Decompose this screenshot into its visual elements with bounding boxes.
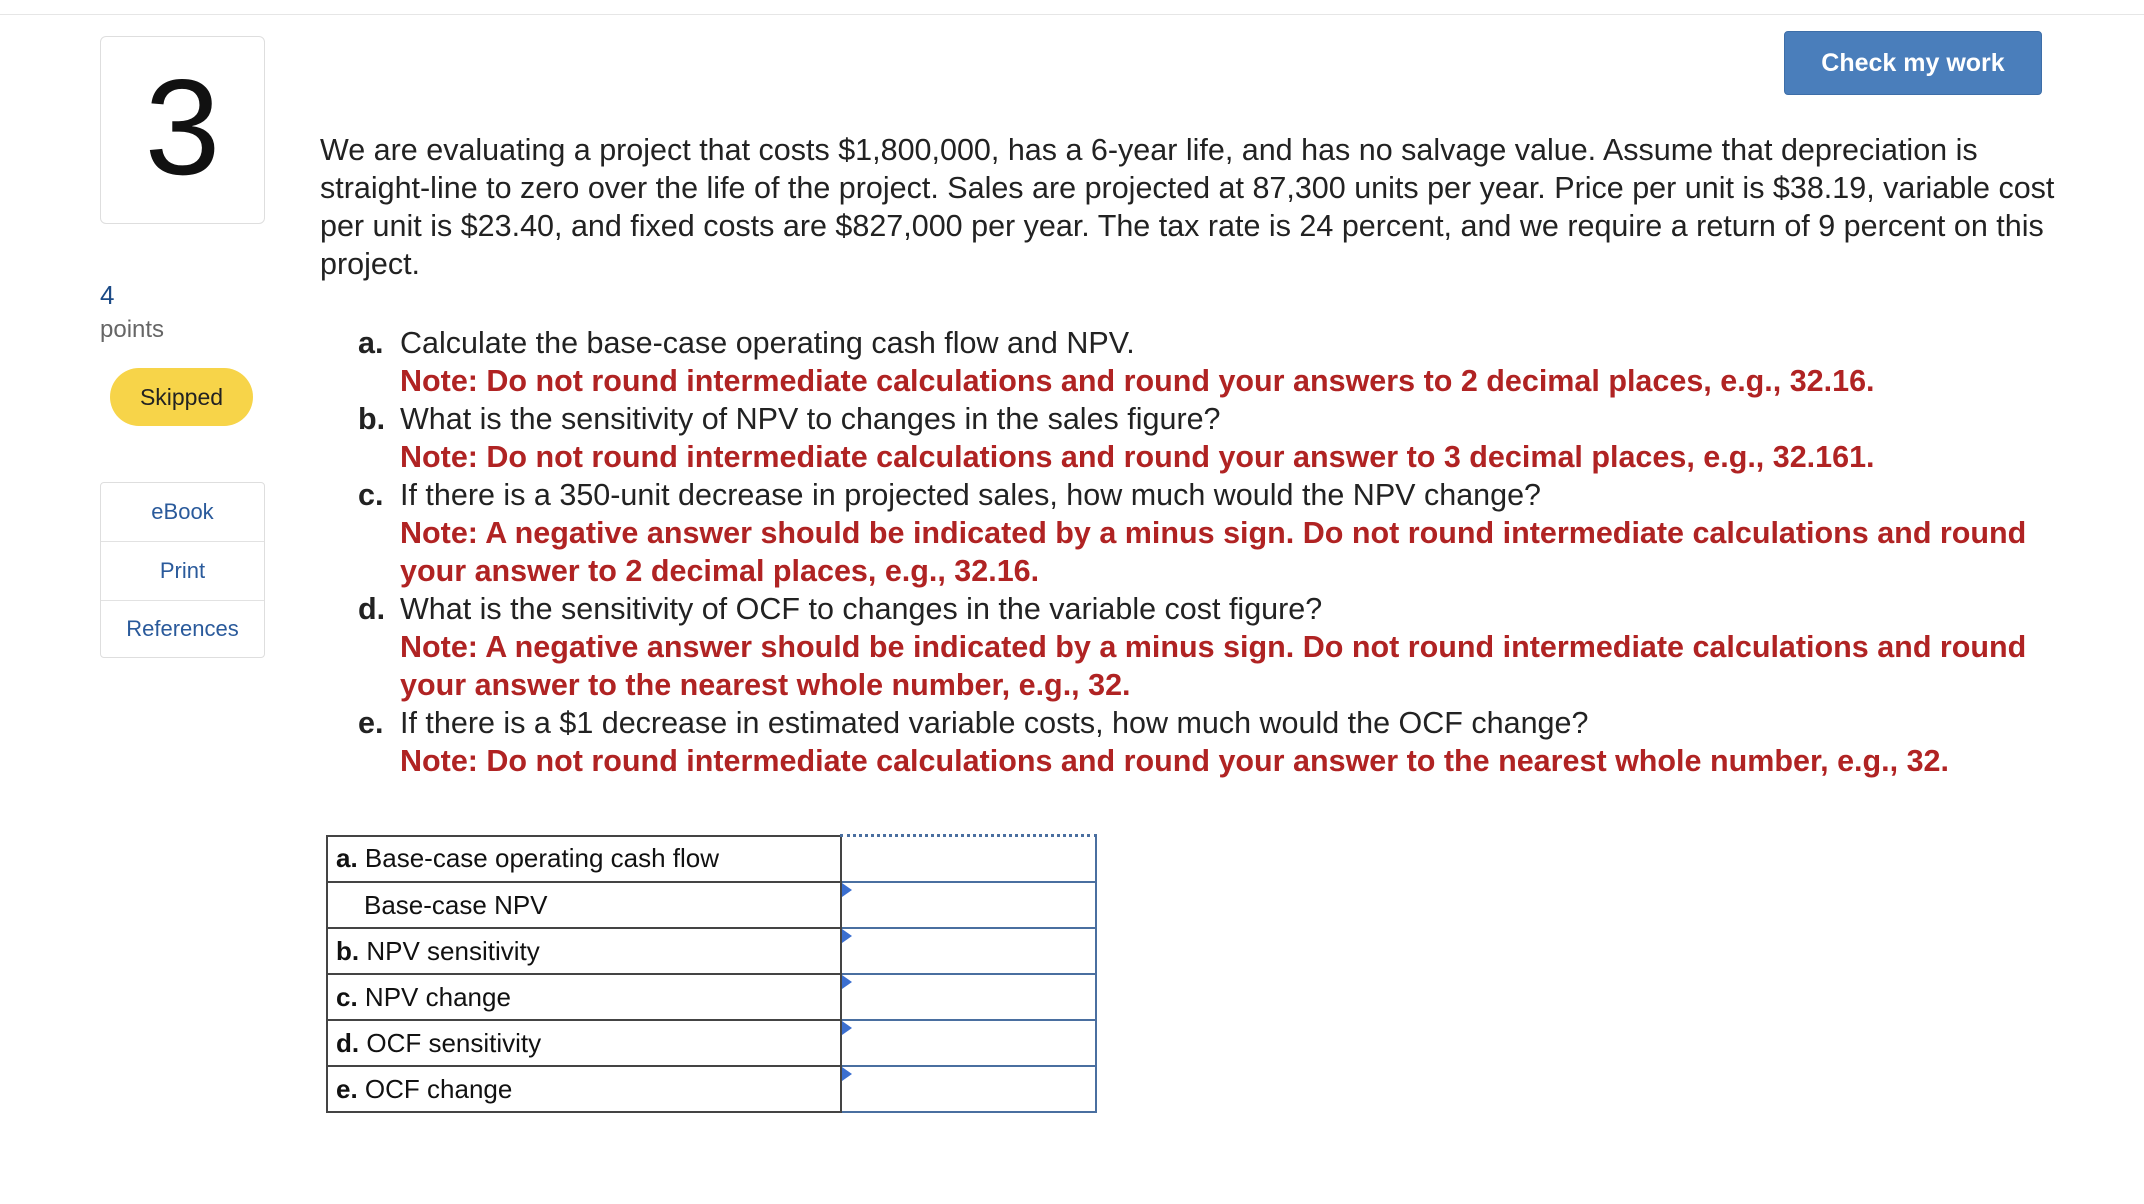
npv-change-input[interactable]: [842, 978, 1087, 1016]
row-text: OCF change: [364, 1073, 513, 1104]
answer-cell: [841, 836, 1096, 883]
row-text: Base-case NPV: [364, 889, 548, 920]
row-text: NPV change: [364, 981, 511, 1012]
part-note: Note: Do not round intermediate calculations and round your answers to 2 decimal places, e.g., 32.16.: [400, 364, 1875, 398]
part-question: If there is a $1 decrease in estimated variable costs, how much would the OCF change?: [400, 706, 1589, 740]
part-letter: a.: [358, 326, 384, 360]
row-label: [327, 1066, 841, 1112]
check-my-work-button[interactable]: Check my work: [1784, 31, 2042, 95]
row-label: [327, 974, 841, 1020]
marker-icon: [842, 883, 852, 897]
part-question: If there is a 350-unit decrease in projected sales, how much would the NPV change?: [400, 478, 1542, 512]
part-question: Calculate the base-case operating cash flow and NPV.: [400, 326, 1135, 360]
row-label: [327, 1020, 841, 1066]
row-letter: e.: [336, 1073, 358, 1104]
question-parts: [358, 324, 2058, 780]
row-label: [327, 928, 841, 974]
part-e: [358, 704, 2058, 780]
table-row: [327, 836, 1096, 883]
table-row: [327, 1066, 1096, 1112]
table-row: [327, 928, 1096, 974]
question-number-box: [100, 36, 265, 224]
base-case-ocf-input[interactable]: [842, 840, 1087, 878]
part-note: Note: A negative answer should be indicated by a minus sign. Do not round intermediate calculations and round your answer to the nearest whole number, e.g., 32.: [400, 630, 2027, 702]
part-note: Note: A negative answer should be indicated by a minus sign. Do not round intermediate calculations and round your answer to 2 decimal places, e.g., 32.16.: [400, 516, 2027, 588]
answer-cell: [841, 928, 1096, 974]
answer-cell: [841, 1066, 1096, 1112]
row-text: Base-case operating cash flow: [364, 843, 720, 874]
answer-cell: [841, 882, 1096, 928]
answer-cell: [841, 974, 1096, 1020]
question-text: We are evaluating a project that costs $1,800,000, has a 6-year life, and has no salvage value. Assume that depreciation is straight-line to zero over the life of the project. Sales are projected at 87,300 units per year. Price per unit is $38.19, variable cost per unit is $23.40, and fixed costs are $827,000 per year. The tax rate is 24 percent, and we require a return of 9 percent on this project.: [320, 133, 2055, 281]
answer-cell: [841, 1020, 1096, 1066]
points-label: points: [100, 316, 165, 343]
marker-icon: [842, 1021, 852, 1035]
print-link[interactable]: Print: [101, 542, 264, 601]
marker-icon: [842, 975, 852, 989]
part-letter: b.: [358, 402, 386, 436]
ebook-link[interactable]: eBook: [101, 483, 264, 542]
row-text: NPV sensitivity: [366, 935, 540, 966]
row-letter: d.: [336, 1027, 360, 1058]
answer-table: [326, 834, 1097, 1113]
marker-icon: [842, 1067, 852, 1081]
row-text: OCF sensitivity: [366, 1027, 542, 1058]
row-letter: b.: [336, 935, 360, 966]
top-rule: [0, 0, 2144, 15]
resources-panel: [100, 482, 265, 658]
status-badge: Skipped: [110, 368, 253, 426]
marker-icon: [842, 929, 852, 943]
part-b: [358, 400, 2058, 476]
part-note: Note: Do not round intermediate calculations and round your answer to the nearest whole number, e.g., 32.: [400, 744, 1949, 778]
part-letter: c.: [358, 478, 384, 512]
part-letter: d.: [358, 592, 386, 626]
references-link[interactable]: References: [126, 616, 239, 641]
row-letter: a.: [336, 843, 358, 874]
row-letter: c.: [336, 981, 358, 1012]
part-letter: e.: [358, 706, 384, 740]
part-c: [358, 476, 2058, 590]
part-a: [358, 324, 2058, 400]
part-note: Note: Do not round intermediate calculations and round your answer to 3 decimal places, e.g., 32.161.: [400, 440, 1875, 474]
part-d: [358, 590, 2058, 704]
ocf-sensitivity-input[interactable]: [842, 1024, 1087, 1062]
table-row: [327, 882, 1096, 928]
table-row: [327, 974, 1096, 1020]
ocf-change-input[interactable]: [842, 1070, 1087, 1108]
base-case-npv-input[interactable]: [842, 886, 1087, 924]
table-row: [327, 1020, 1096, 1066]
part-question: What is the sensitivity of NPV to changes in the sales figure?: [400, 402, 1221, 436]
question-number: 3: [144, 51, 221, 203]
part-question: What is the sensitivity of OCF to changes in the variable cost figure?: [400, 592, 1323, 626]
points-value: 4: [100, 280, 115, 310]
npv-sensitivity-input[interactable]: [842, 932, 1087, 970]
row-label: [327, 836, 841, 883]
row-label: [327, 882, 841, 928]
